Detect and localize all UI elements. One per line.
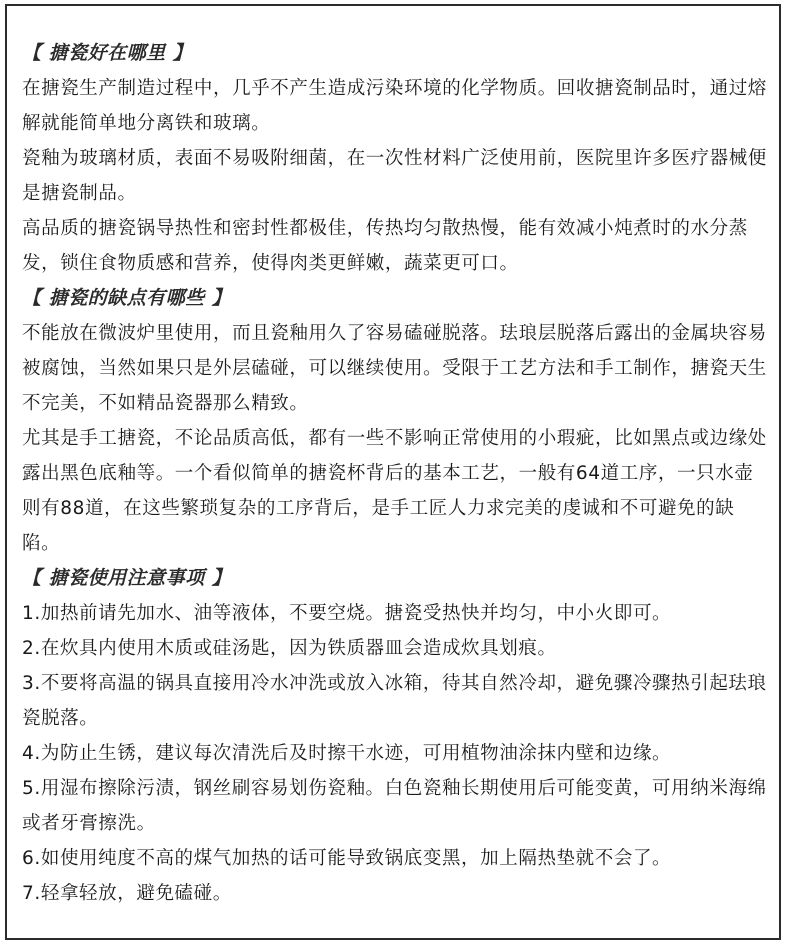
list-item: 4.为防止生锈，建议每次清洗后及时擦干水迹，可用植物油涂抹内壁和边缘。 <box>22 743 672 764</box>
section-advantages <box>22 36 767 281</box>
paragraph: 不能放在微波炉里使用，而且瓷釉用久了容易磕碰脱落。珐琅层脱落后露出的金属块容易被腐蚀，当然如果只是外层磕碰，可以继续使用。受限于工艺方法和手工制作，搪瓷天生不完美，不如精品瓷器那么精致。 <box>22 323 767 414</box>
document-body <box>22 36 767 911</box>
section-heading: 【 搪瓷使用注意事项 】 <box>22 567 232 589</box>
section-disadvantages <box>22 281 767 561</box>
paragraph: 瓷釉为玻璃材质，表面不易吸附细菌，在一次性材料广泛使用前，医院里许多医疗器械便是搪瓷制品。 <box>22 148 767 204</box>
paragraph: 在搪瓷生产制造过程中，几乎不产生造成污染环境的化学物质。回收搪瓷制品时，通过熔解就能简单地分离铁和玻璃。 <box>22 78 767 134</box>
list-item: 6.如使用纯度不高的煤气加热的话可能导致锅底变黑，加上隔热垫就不会了。 <box>22 848 672 869</box>
list-item: 2.在炊具内使用木质或硅汤匙，因为铁质器皿会造成炊具划痕。 <box>22 638 557 659</box>
list-item: 7.轻拿轻放，避免磕碰。 <box>22 883 232 904</box>
paragraph: 尤其是手工搪瓷，不论品质高低，都有一些不影响正常使用的小瑕疵，比如黑点或边缘处露出黑色底釉等。一个看似简单的搪瓷杯背后的基本工艺，一般有64道工序，一只水壶则有88道，在这些繁琐复杂的工序背后，是手工匠人力求完美的虔诚和不可避免的缺陷。 <box>22 428 767 554</box>
section-heading: 【 搪瓷好在哪里 】 <box>22 42 193 64</box>
paragraph: 高品质的搪瓷锅导热性和密封性都极佳，传热均匀散热慢，能有效减小炖煮时的水分蒸发，锁住食物质感和营养，使得肉类更鲜嫩，蔬菜更可口。 <box>22 218 748 274</box>
section-heading: 【 搪瓷的缺点有哪些 】 <box>22 287 232 309</box>
list-item: 1.加热前请先加水、油等液体，不要空烧。搪瓷受热快并均匀，中小火即可。 <box>22 603 672 624</box>
list-item: 3.不要将高温的锅具直接用冷水冲洗或放入冰箱，待其自然冷却，避免骤冷骤热引起珐琅瓷脱落。 <box>22 673 767 729</box>
list-item: 5.用湿布擦除污渍，钢丝刷容易划伤瓷釉。白色瓷釉长期使用后可能变黄，可用纳米海绵或者牙膏擦洗。 <box>22 778 767 834</box>
section-usage-notes <box>22 561 767 911</box>
